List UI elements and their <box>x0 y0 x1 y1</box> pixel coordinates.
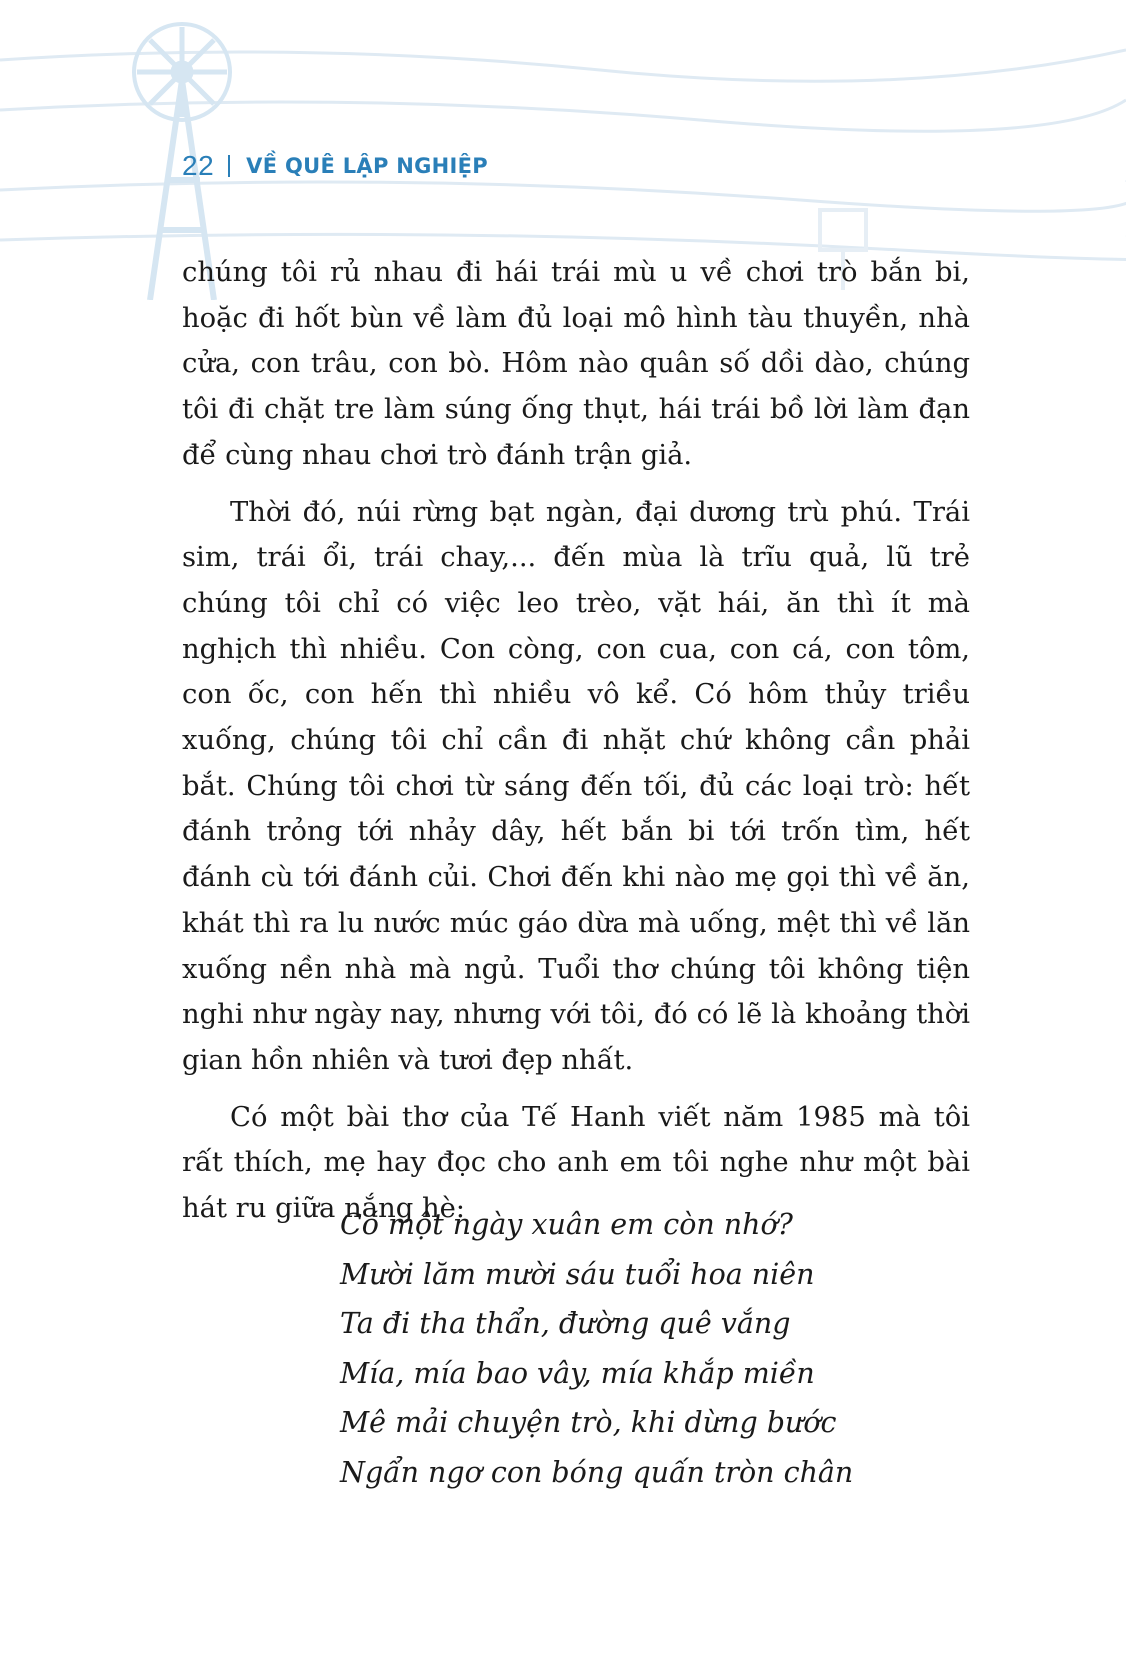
page-number: 22 <box>182 150 215 181</box>
paragraph: chúng tôi rủ nhau đi hái trái mù u về chơi trò bắn bi, hoặc đi hốt bùn về làm đủ loại mô hình tàu thuyền, nhà cửa, con trâu, con bò. Hôm nào quân số dồi dào, chúng tôi đi chặt tre làm súng ống thụt, hái trái bồ lời làm đạn để cùng nhau chơi trò đánh trận giả. <box>182 257 970 471</box>
poem-line: Có một ngày xuân em còn nhớ? <box>340 1208 793 1241</box>
running-title: VỀ QUÊ LẬP NGHIỆP <box>246 154 488 178</box>
body-text <box>182 250 970 1243</box>
running-header <box>182 150 488 182</box>
header-divider <box>228 155 230 177</box>
poem-line: Ta đi tha thẩn, đường quê vắng <box>340 1307 791 1340</box>
paragraph: Có một bài thơ của Tế Hanh viết năm 1985 mà tôi rất thích, mẹ hay đọc cho anh em tôi nghe như một bài hát ru giữa nắng hè: <box>182 1101 970 1225</box>
poem-line: Mười lăm mười sáu tuổi hoa niên <box>340 1257 815 1291</box>
poem-line: Mê mải chuyện trò, khi dừng bước <box>340 1406 837 1439</box>
paragraph: Thời đó, núi rừng bạt ngàn, đại dương trù phú. Trái sim, trái ổi, trái chay,... đến mùa là trĩu quả, lũ trẻ chúng tôi chỉ có việc leo trèo, vặt hái, ăn thì ít mà nghịch thì nhiều. Con còng, con cua, con cá, con tôm, con ốc, con hến thì nhiều vô kể. Có hôm thủy triều xuống, chúng tôi chỉ cần đi nhặt chứ không cần phải bắt. Chúng tôi chơi từ sáng đến tối, đủ các loại trò: hết đánh trỏng tới nhảy dây, hết bắn bi tới trốn tìm, hết đánh cù tới đánh củi. Chơi đến khi nào mẹ gọi thì về ăn, khát thì ra lu nước múc gáo dừa mà uống, mệt thì về lăn xuống nền nhà mà ngủ. Tuổi thơ chúng tôi không tiện nghi như ngày nay, nhưng với tôi, đó có lẽ là khoảng thời gian hồn nhiên và tươi đẹp nhất. <box>182 496 970 1076</box>
poem-line: Mía, mía bao vây, mía khắp miền <box>340 1356 815 1390</box>
poem-line: Ngẩn ngơ con bóng quấn tròn chân <box>340 1455 854 1489</box>
poem <box>340 1200 853 1497</box>
